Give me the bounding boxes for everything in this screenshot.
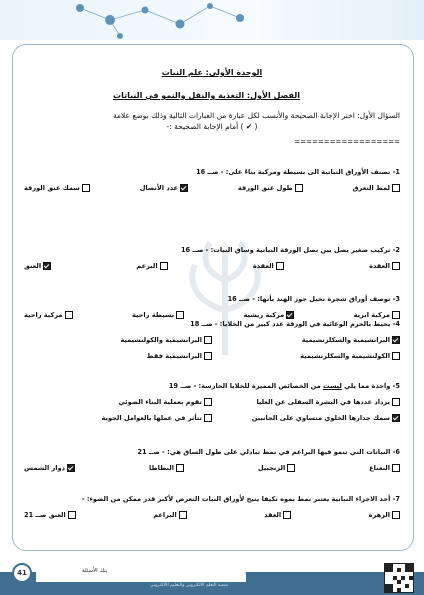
checkbox-checked-icon[interactable]: [43, 262, 51, 270]
checkbox-icon[interactable]: [283, 511, 291, 519]
checkbox-icon[interactable]: [176, 464, 184, 472]
question-5: [24, 382, 400, 422]
question-stem: 1- تصنف الأوراق النباتية الى بسيطة ومركبة بناءً على: - صــ 16: [196, 168, 400, 176]
checkbox-icon[interactable]: [392, 398, 400, 406]
question-4: [24, 320, 400, 360]
checkbox-icon[interactable]: [179, 511, 187, 519]
option[interactable]: طول عنق الورقة: [238, 184, 303, 192]
option[interactable]: البرعم: [136, 262, 167, 270]
question-7: [24, 495, 400, 519]
option[interactable]: مركبة ريشية: [244, 311, 295, 319]
question-6: [24, 448, 400, 472]
option[interactable]: سمك جدارها الخلوي متساوي على الجانبين: [212, 414, 400, 422]
question-3: [24, 295, 400, 319]
options-grid: [24, 398, 400, 422]
option[interactable]: البطاطا: [149, 464, 184, 472]
negation-word: ليست: [322, 382, 342, 390]
option[interactable]: تقوم بعملية البناء الضوئي: [24, 398, 212, 406]
checkbox-icon[interactable]: [68, 511, 76, 519]
option[interactable]: بسيطة راحية: [132, 311, 184, 319]
footer-tab: [36, 562, 246, 582]
option[interactable]: العقدة: [369, 262, 400, 270]
options-row: [24, 464, 400, 472]
option[interactable]: مركبة ابرية: [354, 311, 400, 319]
checkbox-icon[interactable]: [276, 262, 284, 270]
option[interactable]: العقدة: [253, 262, 284, 270]
question-1: [24, 168, 400, 192]
checkbox-icon[interactable]: [392, 352, 400, 360]
option[interactable]: البرانشيمية فقط: [24, 352, 212, 360]
options-row: [24, 262, 400, 270]
qr-code-icon: [384, 563, 414, 593]
options-grid: [24, 336, 400, 360]
page-number: 41: [12, 563, 32, 583]
checkbox-icon[interactable]: [392, 311, 400, 319]
question-stem: 4- يحيط بالحزم الوعائية في الورقة عدد كبير من الخلايا: - صــ 18: [190, 320, 400, 328]
checkbox-checked-icon[interactable]: [67, 464, 75, 472]
checkbox-icon[interactable]: [287, 464, 295, 472]
checkbox-icon[interactable]: [176, 311, 184, 319]
checkbox-icon[interactable]: [65, 311, 73, 319]
question-stem: 2- تركيب صغير يصل بين نصل الورقة النباتية وساق النبات: - صــ 16: [180, 246, 400, 254]
instructions-line2: ( ✔ ) أمام الإجابة الصحيحة :-: [166, 122, 258, 131]
option[interactable]: البرانشيمية والسكلرنشيمية: [212, 336, 400, 344]
checkbox-icon[interactable]: [295, 184, 303, 192]
checkbox-checked-icon[interactable]: [392, 336, 400, 344]
question-stem: 5- واحدة مما يلي ليست من الخصائص المميزة للخلايا الحارسة: - صــ 19: [168, 382, 400, 390]
question-stem: 6- النباتات التي تنمو فيها البراعم في نمط تبادلي على طول الساق هي: - صــ 21: [137, 448, 400, 456]
footer-strip-text: منصة التعلم الالكتروني والتعليم الالكتروني: [150, 583, 228, 588]
option[interactable]: يزداد عددها في البشرة السفلى عن العليا: [212, 398, 400, 406]
instructions-line1: السؤال الأول: اختر الإجابة الصحيحة والأنسب لكل عبارة من العبارات التالية وذلك بوضع علامة: [113, 111, 400, 120]
options-row: [24, 184, 400, 192]
option[interactable]: سمك عنق الورقة: [24, 184, 90, 192]
option[interactable]: النعناع: [369, 464, 400, 472]
checkbox-icon[interactable]: [392, 184, 400, 192]
option[interactable]: العنق: [24, 262, 51, 270]
checkbox-icon[interactable]: [392, 262, 400, 270]
checkbox-checked-icon[interactable]: [392, 414, 400, 422]
chapter-title: الفصل الأول: التغذية والنقل والنمو في النباتات: [113, 91, 300, 100]
checkbox-icon[interactable]: [204, 414, 212, 422]
instructions: [24, 110, 400, 132]
option[interactable]: تتأثر في عملها بالعوامل الجوية: [24, 414, 212, 422]
bank-label: بنك الأسئلة: [82, 568, 108, 574]
checkbox-icon[interactable]: [204, 336, 212, 344]
unit-title: الوحدة الأولى: علم النبات: [161, 68, 263, 77]
option[interactable]: دوار الشمس: [24, 464, 75, 472]
checkbox-checked-icon[interactable]: [286, 311, 294, 319]
checkbox-icon[interactable]: [204, 398, 212, 406]
option[interactable]: الزنجبيل: [258, 464, 295, 472]
option[interactable]: عدد الأنصال: [140, 184, 188, 192]
option[interactable]: العنق صــ 21: [24, 511, 76, 519]
option[interactable]: الزهرة: [369, 511, 400, 519]
worksheet: [24, 60, 400, 146]
checkbox-icon[interactable]: [82, 184, 90, 192]
divider-rule: ==================: [294, 138, 400, 146]
option[interactable]: البرانشيمية والكولنشيمية: [24, 336, 212, 344]
checkbox-icon[interactable]: [392, 511, 400, 519]
option[interactable]: الكولنشيمية والسكلرنشيمية: [212, 352, 400, 360]
question-stem: 3- توصف أوراق شجرة نخيل جوز الهند بأنها: - صــ 16: [227, 295, 400, 303]
molecule-decoration-icon: [60, 0, 260, 40]
option[interactable]: البراعم: [153, 511, 186, 519]
options-row: [24, 311, 400, 319]
option[interactable]: العقد: [264, 511, 291, 519]
checkbox-icon[interactable]: [392, 464, 400, 472]
options-row: [24, 511, 400, 519]
option[interactable]: مركبة راحية: [24, 311, 73, 319]
question-2: [24, 246, 400, 270]
checkbox-icon[interactable]: [204, 352, 212, 360]
question-stem: 7- أحد الاجزاء النباتية يعتبر نمط نموه تكيفا يتيح لأوراق النبات التعرض لأكبر قدر ممكن من الضوء: -: [81, 495, 400, 503]
option[interactable]: لمط التعرق: [353, 184, 400, 192]
checkbox-icon[interactable]: [160, 262, 168, 270]
checkbox-checked-icon[interactable]: [180, 184, 188, 192]
